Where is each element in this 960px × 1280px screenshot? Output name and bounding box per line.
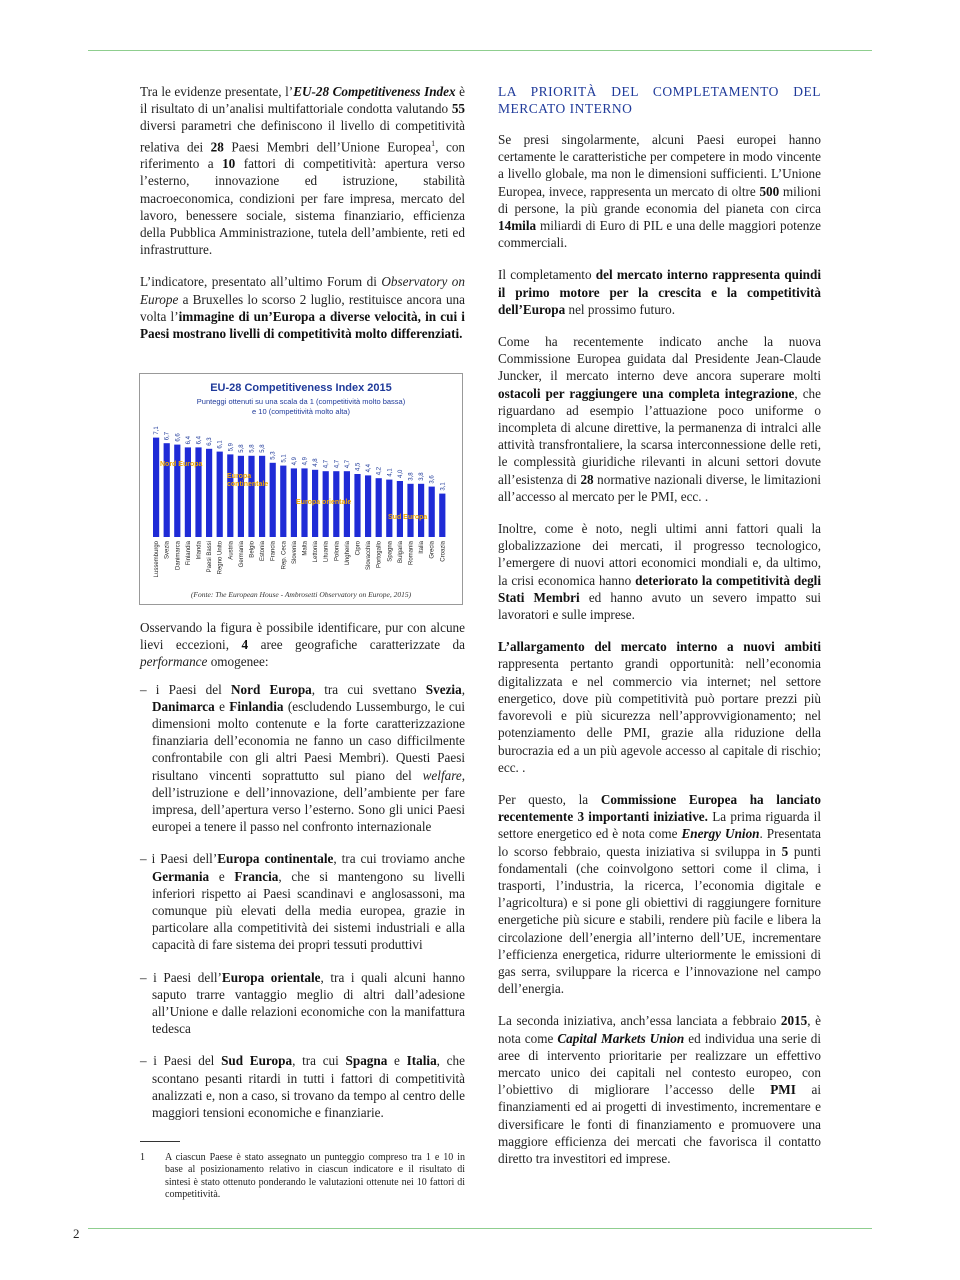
- chart-value-label: 6,7: [164, 431, 171, 441]
- chart-bar: [376, 478, 382, 537]
- chart-title: EU-28 Competitiveness Index 2015: [210, 382, 392, 394]
- chart-source: (Fonte: The European House - Ambrosetti Observatory on Europe, 2015): [190, 590, 412, 599]
- chart-bar: [164, 443, 170, 537]
- footnote-text: A ciascun Paese è stato assegnato un punteggio compreso tra 1 e 10 in base al posizionamento relativo in ciascun indicatore e il risultato di sintesi è stato ottenuto ponderando le valutazioni ottenute nei 10 fattori di competitività.: [165, 1152, 465, 1201]
- chart-group-label: Nord Europa: [160, 461, 203, 468]
- right-paragraph-5: L’allargamento del mercato interno a nuovi ambiti rappresenta pertanto grandi opportunità: nell’economia digitalizzata e nel commercio via internet; nel settore energetico, dove più competitività può portare prezzi più favorevoli e più sicurezza nell’approvvigionamento; nel potenziamento delle PMI, grazie alla riduzione della burocrazia ed a un più agevole accesso al capitale di rischio; ecc. .: [498, 639, 821, 775]
- right-paragraph-1: Se presi singolarmente, alcuni Paesi europei hanno certamente le caratteristiche per competere in modo vincente a livello globale, ma non le dimensioni sufficienti. L’Unione Europea, invece, rappresenta un mercato di oltre 500 milioni di persone, la più grande economia del pianeta con circa 14mila miliardi di Euro di PIL e una delle maggiori potenze commerciali.: [498, 132, 821, 251]
- chart-value-label: 5,1: [281, 454, 288, 463]
- chart-category-label: Bulgaria: [397, 541, 404, 564]
- chart-category-label: Lituania: [323, 541, 330, 563]
- right-paragraph-4: Inoltre, come è noto, negli ultimi anni fattori quali la globalizzazione dei mercati, il progresso tecnologico, l’emergere di nuovi attori economici mondiali e, da ultimo, la crisi economica hanno deteriorato la competitività degli Stati Membri ed hanno avuto un severo impatto sui lavoratori e sulle imprese.: [498, 521, 821, 623]
- chart-value-label: 4,8: [313, 458, 320, 467]
- competitiveness-chart: [139, 373, 463, 605]
- chart-value-label: 4,5: [355, 462, 362, 471]
- chart-value-label: 4,7: [334, 459, 341, 469]
- chart-bar: [174, 445, 180, 537]
- chart-value-label: 6,4: [196, 436, 203, 445]
- left-column-lower: [140, 619, 465, 1136]
- chart-bar: [407, 484, 413, 537]
- chart-bar: [227, 454, 233, 537]
- bullet-sud-europa: – i Paesi del Sud Europa, tra cui Spagna e Italia, che scontano pesanti ritardi in tutti i fattori di competitività analizzati e, non a caso, si trovano da tempo al centro delle maggiori tensioni economiche e finanziarie.: [140, 1053, 465, 1121]
- chart-bar: [153, 438, 159, 537]
- right-paragraph-7: La seconda iniziativa, anch’essa lanciata a febbraio 2015, è nota come Capital Markets Union ed individua una serie di aree di intervento prioritarie per realizzare un effettivo mercato unico dei capitali nel contesto europeo, con l’obiettivo di migliorare l’accesso delle PMI ai finanziamenti ed ai progetti di investimento, incrementare e diversificare le fonti di finanziamento e promuovere una maggiore efficienza dei mercati che favorisca il contatto diretto tra investitori ed imprese.: [498, 1013, 821, 1166]
- chart-group-label: Europa: [227, 473, 252, 480]
- chart-category-label: Finlandia: [185, 541, 192, 566]
- chart-group-label: Europa orientale: [296, 499, 352, 506]
- bottom-rule: [88, 1228, 872, 1229]
- chart-value-label: 6,3: [207, 437, 214, 446]
- chart-category-label: Slovacchia: [366, 541, 373, 571]
- chart-category-label: Danimarca: [175, 541, 182, 571]
- chart-category-label: Cipro: [355, 541, 362, 556]
- chart-category-label: Svezia: [164, 541, 171, 560]
- chart-value-label: 4,4: [366, 464, 373, 473]
- chart-category-label: Regno Unito: [217, 541, 224, 575]
- left-column: [140, 83, 465, 357]
- chart-category-label: Italia: [419, 541, 426, 554]
- chart-value-label: 5,8: [260, 444, 267, 453]
- chart-value-label: 7,1: [154, 426, 161, 435]
- chart-group-label: continentale: [227, 481, 269, 488]
- left-paragraph-1: Tra le evidenze presentate, l’EU-28 Competitiveness Index è il risultato di un’analisi multifattoriale condotta valutando 55 diversi parametri che definiscono il livello di competitività relativa dei 28 Paesi Membri dell’Unione Europea$^1$, con riferimento a 10 fattori di competitività: apertura verso l’esterno, innovazione ed istruzione, stabilità macroeconomica, condizioni per fare impresa, mercato del lavoro, benessere sociale, sistema finanziario, efficienza della Pubblica Amministrazione, tutela dell’ambiente, reti ed infrastrutture.: [140, 84, 466, 258]
- chart-plot: [140, 374, 462, 604]
- chart-value-label: 4,9: [291, 457, 298, 466]
- chart-category-label: Croazia: [440, 541, 447, 562]
- chart-category-label: Grecia: [429, 541, 436, 559]
- chart-category-label: Romania: [408, 541, 415, 566]
- chart-value-label: 4,7: [323, 459, 330, 469]
- chart-category-label: Lussemburgo: [154, 541, 161, 578]
- chart-bar: [248, 456, 254, 537]
- chart-value-label: 5,8: [238, 444, 245, 453]
- chart-bar: [386, 480, 392, 537]
- right-paragraph-3: Come ha recentemente indicato anche la nuova Commissione Europea guidata dal Presidente Jean-Claude Juncker, il mercato interno deve ancora superare molti ostacoli per raggiungere una completa integrazione, che riguardano ad esempio l’attuazione poco uniforme o incompleta di alcune direttive, la permanenza di intralci alle attività transfrontaliere, la scarsa interconnessione delle reti, le complessità giuridiche rilevanti in alcuni settori dovute all’esistenza di 28 normative nazionali diverse, le limitazioni all’accesso al mercato per le PMI, ecc. .: [498, 334, 822, 504]
- chart-value-label: 3,8: [419, 472, 426, 481]
- chart-subtitle-line-1: Punteggi ottenuti su una scala da 1 (competitività molto bassa): [196, 397, 406, 406]
- footnote: [140, 1152, 465, 1202]
- chart-bar: [217, 452, 223, 537]
- chart-category-label: Lettonia: [313, 541, 320, 563]
- chart-value-label: 6,6: [175, 433, 182, 442]
- chart-category-label: Irlanda: [196, 541, 203, 560]
- section-title: LA PRIORITÀ DEL COMPLETAMENTO DEL MERCATO INTERNO: [498, 84, 821, 116]
- chart-bar: [429, 487, 435, 537]
- chart-value-label: 6,4: [185, 436, 192, 445]
- top-rule: [88, 50, 872, 51]
- chart-category-label: Belgio: [249, 541, 256, 558]
- chart-subtitle-line-2: e 10 (competitività molto alta): [252, 407, 350, 416]
- chart-category-label: Estonia: [260, 541, 267, 562]
- chart-category-label: Malta: [302, 541, 309, 556]
- chart-bar: [206, 449, 212, 537]
- page-number: 2: [73, 1226, 80, 1241]
- left-paragraph-2: L’indicatore, presentato all’ultimo Forum di Observatory on Europe a Bruxelles lo scorso 2 luglio, restituisce ancora una volta l’immagine di un’Europa a diverse velocità, in cui i Paesi mostrano livelli di competitività molto differenziati.: [140, 274, 465, 342]
- chart-category-label: Francia: [270, 541, 277, 562]
- chart-value-label: 6,1: [217, 440, 224, 449]
- chart-value-label: 3,8: [408, 472, 415, 481]
- right-paragraph-6: Per questo, la Commissione Europea ha lanciato recentemente 3 importanti iniziative. La prima riguarda il settore energetico ed è nota come Energy Union. Presentata lo scorso febbraio, questa iniziativa si sviluppa in 5 punti fondamentali (che coinvolgono settori come il clima, i trasporti, l’industria, la ricerca, l’economia digitale e l’agricoltura) e si pone gli obiettivi di raggiungere forniture energetiche più sicure e stabili, rendere più facile e libera la circolazione dell’energia all’interno dell’UE, incrementare l’efficienza energetica, ridurre ulteriormente le emissioni di gas serra, sviluppare la ricerca e l’innovazione nel campo dell’energia.: [498, 791, 822, 997]
- chart-value-label: 4,0: [397, 469, 404, 478]
- chart-value-label: 5,8: [249, 444, 256, 453]
- chart-category-label: Slovenia: [291, 541, 298, 565]
- chart-value-label: 5,9: [228, 443, 235, 452]
- chart-category-label: Portogallo: [376, 541, 383, 569]
- chart-category-label: Austria: [228, 541, 235, 560]
- chart-value-label: 4,7: [344, 459, 351, 469]
- bullet-nord-europa: – i Paesi del Nord Europa, tra cui svettano Svezia, Danimarca e Finlandia (escludendo Lussemburgo, le cui dimensioni molto contenute e la forte caratterizzazione finanziaria dell’economia ne fanno un caso difficilmente confrontabile con gli altri Paesi Membri). Questi Paesi risultano vincenti soprattutto sul piano del welfare, dell’istruzione e dell’innovazione, dell’ambiente per fare impresa, dell’apertura verso l’esterno. Sono gli unici Paesi europei a tenere il passo nel confronto internazionale: [140, 681, 465, 835]
- chart-value-label: 3,1: [440, 482, 447, 491]
- chart-category-label: Spagna: [387, 541, 394, 562]
- footnote-mark: 1: [140, 1152, 145, 1163]
- bullet-europa-orientale: – i Paesi dell’Europa orientale, tra i quali alcuni hanno saputo trarre vantaggio meglio di altri dall’adesione all’Unione e dalle relazioni economiche con la manifattura tedesca: [140, 969, 465, 1037]
- chart-bar: [397, 481, 403, 537]
- chart-value-label: 4,2: [376, 466, 383, 476]
- bullet-europa-continentale: – i Paesi dell’Europa continentale, tra cui troviamo anche Germania e Francia, che si mantengono su livelli inferiori rispetto ai Paesi scandinavi e anglosassoni, ma comunque più elevati della media europea, grazie in particolare alla competitività dei sistemi industriali e alla capacità di fare sistema dei propri tessuti produttivi: [140, 851, 466, 953]
- chart-value-label: 3,6: [429, 475, 436, 484]
- chart-group-label: Sud Europa: [388, 514, 428, 521]
- right-column: [498, 83, 821, 1182]
- chart-category-label: Rep. Ceca: [281, 541, 288, 570]
- right-paragraph-2: Il completamento del mercato interno rappresenta quindi il primo motore per la crescita e la competitività dell’Europa nel prossimo futuro.: [498, 267, 821, 317]
- chart-bar: [280, 466, 286, 537]
- chart-bar: [365, 475, 371, 537]
- left-paragraph-3: Osservando la figura è possibile identificare, pur con alcune lievi eccezioni, 4 aree geografiche caratterizzate da performance omogenee:: [140, 620, 465, 670]
- chart-bar: [439, 494, 445, 537]
- chart-category-label: Ungheria: [344, 541, 351, 566]
- chart-category-label: Polonia: [334, 541, 341, 562]
- chart-value-label: 4,9: [302, 457, 309, 466]
- chart-bar: [238, 456, 244, 537]
- chart-bar: [418, 484, 424, 537]
- chart-value-label: 4,1: [387, 468, 394, 477]
- chart-bar: [270, 463, 276, 537]
- chart-bar: [354, 474, 360, 537]
- chart-value-label: 5,3: [270, 451, 277, 460]
- chart-bar: [259, 456, 265, 537]
- footnote-rule: [140, 1141, 180, 1142]
- chart-category-label: Paesi Bassi: [207, 541, 214, 573]
- chart-category-label: Germania: [238, 541, 245, 568]
